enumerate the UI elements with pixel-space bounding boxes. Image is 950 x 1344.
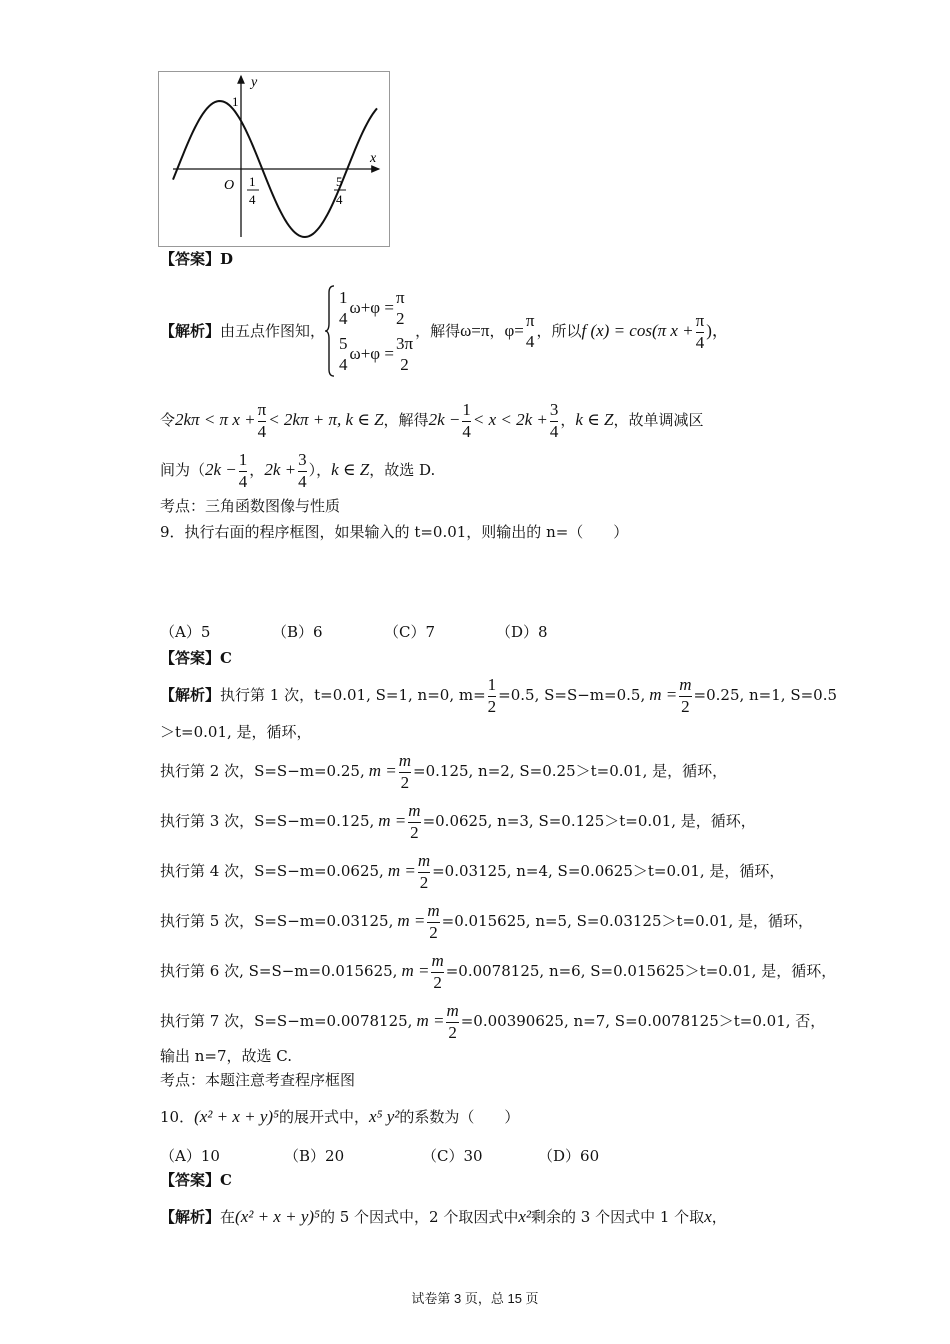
frac-5-4 [339,334,348,374]
num: 5 [339,334,348,353]
num: π [696,311,705,333]
den: 2 [681,696,690,716]
den: 2 [487,696,497,716]
q10-option-d: （D）60 [538,1147,600,1165]
five-quarter-den: 4 [336,192,343,207]
q10-text-c: 的系数为（ ） [399,1108,520,1126]
q10-option-c: （C）30 [422,1147,483,1165]
q10-a-c: 剩余的 3 个因式中 1 个取 [531,1208,705,1226]
five-quarter-num: 5 [336,174,343,189]
den: 4 [339,355,348,374]
frac-1-4b [462,400,471,441]
frac-m-2 [427,901,439,942]
q9-option-c: （C）7 [384,623,436,641]
step-pre: 执行第 4 次，S=S−m=0.0625, [160,862,384,880]
q8-analysis-lead: 由五点作图知， [220,322,326,340]
q10-a-expr: (x² + x + y)⁵ [235,1207,320,1226]
quarter-den: 4 [249,192,256,207]
q9-option-b: （B）6 [272,623,323,641]
num: π [395,288,405,307]
num: 3 [298,450,307,472]
q10-a-x: x [704,1207,712,1226]
s1-b: =0.5, S=S−m=0.5, [498,686,646,704]
q8-line-2 [160,397,703,443]
comma-2: ， [560,411,576,429]
frac-3-4 [550,400,559,441]
close-interval: ）， [308,461,332,479]
step-post: =0.0625, n=3, S=0.125＞t=0.01, 是，循环， [422,812,756,830]
q9-step-row [160,798,756,844]
frac-pi-4c [258,400,267,441]
page-footer: 试卷第 3 页，总 15 页 [411,1291,539,1306]
close-paren: )， [706,321,729,340]
frac-1-2 [488,675,497,716]
function-expr: f (x) = cos(π x + [581,321,694,340]
equation-system [325,285,415,377]
left-brace [325,285,335,377]
m-eq: m = [387,861,416,880]
q9-step-row [160,848,784,894]
q10-question [160,1107,519,1127]
step-post: =0.03125, n=4, S=0.0625＞t=0.01, 是，循环， [432,862,785,880]
cosine-graph [159,72,389,246]
ineq-a: 2kπ < π x + [175,410,256,429]
den: 2 [419,872,429,892]
q10-expr: (x² + x + y)⁵ [194,1107,280,1126]
q9-question: 9．执行右面的程序框图，如果输入的 t=0.01，则输出的 n=（ ） [160,523,629,541]
step-pre: 执行第 5 次，S=S−m=0.03125, [160,912,394,930]
int-a: 2k − [205,460,237,479]
comma: ， [489,322,505,340]
num: m [408,801,420,823]
solve-text: ，解得 [415,322,461,340]
q9-kaodian: 考点：本题注意考查程序框图 [160,1071,356,1089]
y-max-label: 1 [232,94,239,109]
step-pre: 执行第 6 次, S=S−m=0.015625, [160,962,398,980]
num: π [258,400,267,422]
ineq-d: < x < 2k + [472,410,548,429]
frac-pi-2 [396,288,405,328]
q8-answer: 【答案】D [160,250,234,268]
q10-a-d: ， [711,1208,727,1226]
num: 3 [550,400,559,422]
frac-m-2 [431,951,443,992]
row1-mid: ω+φ = [349,298,394,317]
num: m [431,951,443,973]
k-in-z-2: k ∈ Z [331,460,370,479]
q8-kaodian: 考点：三角函数图像与性质 [160,497,341,515]
q10-a-x2: x² [518,1207,532,1226]
int-b: 2k + [264,460,297,479]
den: 4 [298,471,307,491]
den: 2 [429,922,438,942]
den: 2 [400,772,410,792]
step-pre: 执行第 3 次，S=S−m=0.125, [160,812,375,830]
num: m [427,901,439,923]
frac-3-4b [298,450,307,491]
quarter-num: 1 [249,174,256,189]
q9-option-d: （D）8 [496,623,548,641]
system-row-1 [337,285,415,331]
q9-output: 输出 n=7，故选 C. [160,1047,293,1065]
num: m [446,1001,458,1023]
q10-analysis-label: 【解析】 [160,1208,221,1226]
den: 2 [400,355,409,374]
omega-eq: ω=π [460,321,490,340]
num: m [418,851,430,873]
q9-step-row [160,998,825,1044]
q9-step-row [160,948,836,994]
q9-step-row [160,898,813,944]
step-post: =0.015625, n=5, S=0.03125＞t=0.01, 是，循环， [441,912,814,930]
interval-text: 间为（ [160,461,206,479]
num: 1 [339,288,348,307]
den: 4 [257,421,267,441]
step-post: =0.125, n=2, S=0.25＞t=0.01, 是，循环， [413,762,728,780]
q9-options [160,622,548,642]
den: 2 [410,822,419,842]
ineq-c: 2k − [428,410,461,429]
m-eq: m = [401,961,430,980]
q9-step-row [160,748,727,794]
y-axis-label: y [251,75,258,90]
step-pre: 执行第 2 次，S=S−m=0.25, [160,762,365,780]
q10-options [160,1146,599,1166]
frac-pi-4b [696,311,705,352]
q10-answer: 【答案】C [160,1171,232,1189]
q10-option-a: （A）10 [160,1147,220,1165]
q10-term: x⁵ y² [369,1107,400,1126]
num: m [399,751,411,773]
frac-m-2 [418,851,430,892]
den: 4 [549,421,559,441]
system-row-2 [337,331,415,377]
q9-answer: 【答案】C [160,649,232,667]
step-post: =0.00390625, n=7, S=0.0078125＞t=0.01, 否， [460,1012,826,1030]
row2-mid: ω+φ = [349,344,394,363]
den: 2 [448,1022,457,1042]
num: 3π [395,334,414,353]
q10-number: 10． [160,1108,195,1126]
q9-step-1-cont: ＞t=0.01, 是，循环， [160,723,312,741]
so-text: ，所以 [536,322,582,340]
num: 1 [462,400,471,422]
frac-1-4c [239,450,248,491]
choose-d: ，故选 D. [369,461,436,479]
num: π [525,311,535,330]
q9-step-1 [160,672,837,718]
q10-text-b: 的展开式中， [279,1108,370,1126]
q10-a-a: 在 [220,1208,236,1226]
q8-analysis-line [160,283,729,379]
num: 1 [239,450,248,472]
q8-analysis-label: 【解析】 [160,322,221,340]
m-eq: m = [378,811,407,830]
den: 4 [695,332,705,352]
int-sep: ， [249,461,265,479]
s1-c: =0.25, n=1, S=0.5 [693,686,838,704]
decrease-text: ，故单调减区 [613,411,704,429]
frac-m-2 [446,1001,458,1042]
frac-m-2 [408,801,420,842]
frac-m-2 [399,751,411,792]
q10-analysis [160,1207,727,1227]
solve-text-2: ，解得 [383,411,429,429]
num: m [679,675,691,697]
q9-option-a: （A）5 [160,623,211,641]
q9-analysis-label: 【解析】 [160,686,221,704]
den: 4 [525,332,535,351]
frac-3pi-2 [396,334,413,374]
q10-option-b: （B）20 [284,1147,345,1165]
frac-m-2 [679,675,691,716]
frac-pi-4 [526,311,535,351]
q8-line-3 [160,447,435,493]
m-eq: m = [649,685,678,704]
m-eq: m = [368,761,397,780]
den: 2 [433,972,442,992]
q10-a-b: 的 5 个因式中，2 个取因式中 [319,1208,519,1226]
phi-eq: φ= [504,321,524,340]
x-axis-label: x [370,151,377,166]
num: 1 [488,675,497,697]
den: 4 [339,309,348,328]
den: 4 [462,421,471,441]
k-in-z: k ∈ Z [575,410,614,429]
step-post: =0.0078125, n=6, S=0.015625＞t=0.01, 是，循环， [445,962,837,980]
ineq-b: < 2kπ + π, k ∈ Z [268,410,384,429]
frac-1-4 [339,288,348,328]
cosine-graph-figure [158,71,390,247]
origin-label: O [224,178,235,193]
m-eq: m = [397,911,426,930]
let-text: 令 [160,411,176,429]
step-pre: 执行第 7 次，S=S−m=0.0078125, [160,1012,413,1030]
m-eq: m = [416,1011,445,1030]
den: 2 [396,309,405,328]
den: 4 [238,471,248,491]
s1-a: 执行第 1 次，t=0.01, S=1, n=0, m= [220,686,486,704]
